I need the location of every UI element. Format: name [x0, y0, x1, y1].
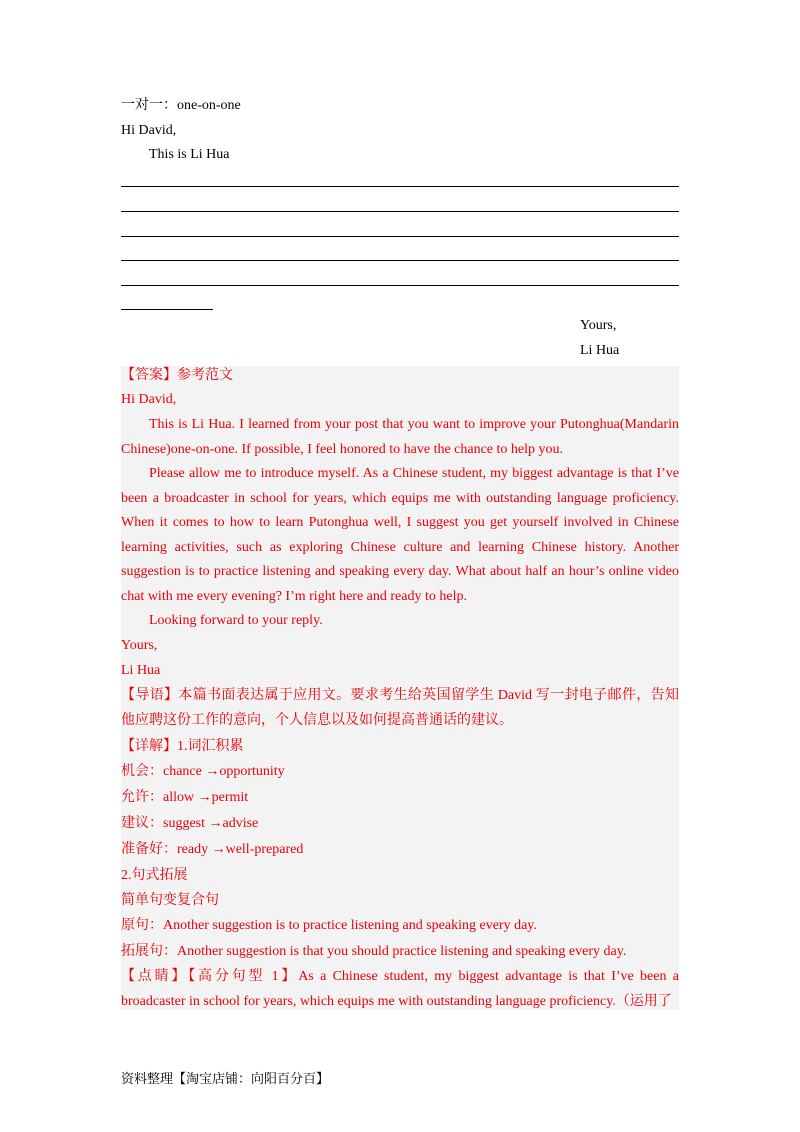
writing-line-2 [121, 211, 679, 212]
letter-opening: This is Li Hua [149, 147, 230, 162]
signoff-yours: Yours, [580, 318, 617, 333]
writing-line-5 [121, 285, 679, 286]
vocab-item: 允许：allow →permit [121, 790, 249, 805]
answer-paragraph-2-line-6: chat with me every evening? I’m right here and ready to help. [121, 589, 467, 604]
original-sentence: 原句：Another suggestion is to practice listening and speaking every day. [121, 918, 537, 933]
section-2-heading: 2.句式拓展 [121, 868, 188, 883]
answer-paragraph-1-line-2: Chinese)one-on-one. If possible, I feel honored to have the chance to help you. [121, 442, 564, 457]
answer-paragraph-2-line-5: suggestion is to practice listening and speaking every day. What about half an hour’s online video [121, 564, 679, 579]
answer-paragraph-1-line-1: This is Li Hua. I learned from your post that you want to improve your Putonghua(Mandarin [149, 417, 679, 432]
answer-closing: Looking forward to your reply. [149, 613, 323, 628]
section-2-subheading: 简单句变复合句 [121, 893, 219, 908]
answer-yours: Yours, [121, 638, 158, 653]
highlight-line-1: 【点睛】【高分句型 1】As a Chinese student, my biggest advantage is that I’ve been a [121, 969, 679, 984]
detail-label: 【详解】1.词汇积累 [121, 739, 244, 754]
expanded-sentence: 拓展句：Another suggestion is that you should practice listening and speaking every day. [121, 944, 627, 959]
answer-paragraph-2-line-3: When it comes to how to learn Putonghua well, I suggest you get yourself involved in Chinese [121, 515, 679, 530]
writing-line-short [121, 309, 213, 310]
vocab-item: 机会：chance →opportunity [121, 764, 285, 779]
answer-name: Li Hua [121, 663, 161, 678]
vocab-item: 建议：suggest →advise [121, 816, 259, 831]
answer-greeting: Hi David, [121, 392, 177, 407]
guide-line-2: 他应聘这份工作的意向，个人信息以及如何提高普通话的建议。 [121, 713, 513, 728]
writing-line-1 [121, 186, 679, 187]
answer-paragraph-2-line-1: Please allow me to introduce myself. As a Chinese student, my biggest advantage is that I’ve [149, 466, 679, 481]
letter-greeting: Hi David, [121, 123, 177, 138]
highlight-line-2: broadcaster in school for years, which equips me with outstanding language proficiency.（运用了 [121, 994, 672, 1009]
guide-line-1: 【导语】本篇书面表达属于应用文。要求考生给英国留学生 David 写一封电子邮件，告知 [121, 688, 679, 703]
answer-paragraph-2-line-2: been a broadcaster in school for years, which equips me with outstanding language proficiency. [121, 491, 679, 506]
vocab-item: 准备好：ready →well-prepared [121, 842, 304, 857]
signoff-name: Li Hua [580, 343, 620, 358]
writing-line-4 [121, 260, 679, 261]
answer-paragraph-2-line-4: learning activities, such as exploring Chinese culture and learning Chinese history. Another [121, 540, 679, 555]
vocab-hint: 一对一：one-on-one [121, 98, 241, 113]
answer-label: 【答案】参考范文 [121, 368, 233, 383]
page-footer: 资料整理【淘宝店铺：向阳百分百】 [121, 1072, 330, 1087]
writing-line-3 [121, 236, 679, 237]
